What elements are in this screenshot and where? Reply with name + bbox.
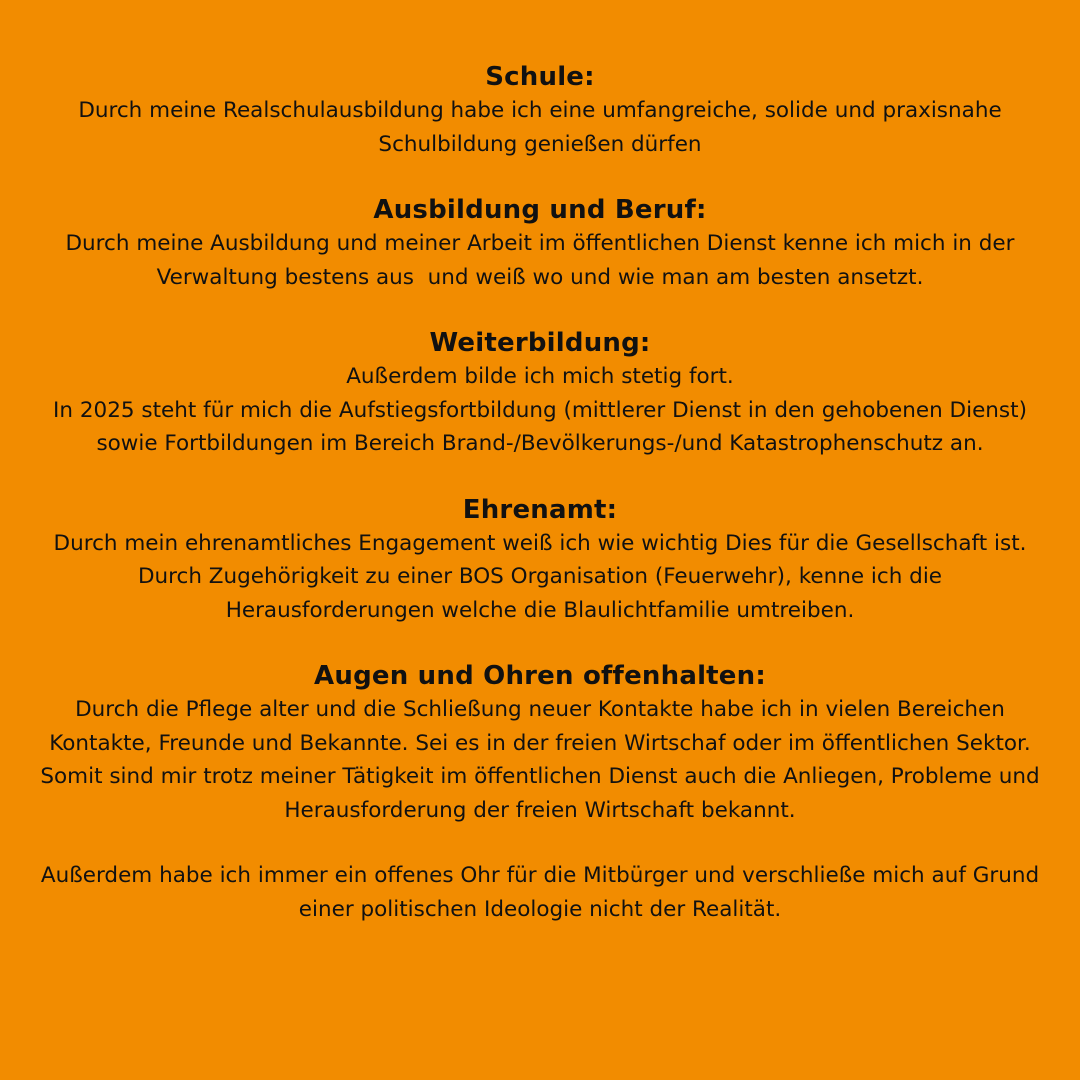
section-text-line: Durch meine Realschulausbildung habe ich eine umfangreiche, solide und praxisnahe — [78, 98, 1002, 123]
section-text-line: Somit sind mir trotz meiner Tätigkeit im öffentlichen Dienst auch die Anliegen, Probleme und — [40, 764, 1040, 789]
section-heading-ehrenamt: Ehrenamt: — [462, 494, 618, 525]
section-text-line: In 2025 steht für mich die Aufstiegsfortbildung (mittlerer Dienst in den gehobenen Dienst) — [53, 397, 1027, 423]
section-heading-weiterbildung: Weiterbildung: — [429, 328, 651, 358]
section-heading-augen-ohren: Augen und Ohren offenhalten: — [314, 661, 766, 691]
section-text-line: Durch Zugehörigkeit zu einer BOS Organisation (Feuerwehr), kenne ich die — [137, 564, 943, 589]
section-heading-schule: Schule: — [485, 62, 595, 92]
section-augen-ohren — [0, 659, 1080, 827]
section-weiterbildung — [0, 326, 1080, 461]
section-ehrenamt — [0, 493, 1080, 628]
closing-paragraph — [0, 859, 1080, 926]
section-heading-ausbildung-beruf: Ausbildung und Beruf: — [373, 195, 707, 225]
section-text-line: Durch meine Ausbildung und meiner Arbeit im öffentlichen Dienst kenne ich mich in der — [65, 231, 1015, 256]
section-text-line: Durch die Pflege alter und die Schließung neuer Kontakte habe ich in vielen Bereichen — [75, 697, 1005, 722]
section-text-line: Durch mein ehrenamtliches Engagement weiß ich wie wichtig Dies für die Gesellschaft ist. — [53, 530, 1027, 556]
section-text-line: Kontakte, Freunde und Bekannte. Sei es in der freien Wirtschaf oder im öffentlichen Sektor. — [49, 730, 1031, 756]
section-text-line: Herausforderungen welche die Blaulichtfamilie umtreiben. — [225, 597, 855, 623]
closing-text-line: Außerdem habe ich immer ein offenes Ohr für die Mitbürger und verschließe mich auf Grund — [40, 863, 1040, 888]
section-ausbildung-beruf — [0, 193, 1080, 294]
section-text-line: Schulbildung genießen dürfen — [378, 131, 702, 157]
section-text-line: Herausforderung der freien Wirtschaft bekannt. — [284, 797, 796, 823]
section-text-line: Verwaltung bestens aus und weiß wo und wie man am besten ansetzt. — [156, 264, 924, 290]
section-text-line: Außerdem bilde ich mich stetig fort. — [346, 364, 734, 389]
closing-text-line: einer politischen Ideologie nicht der Realität. — [298, 896, 782, 922]
section-schule — [0, 60, 1080, 161]
section-text-line: sowie Fortbildungen im Bereich Brand-/Bevölkerungs-/und Katastrophenschutz an. — [96, 431, 984, 456]
